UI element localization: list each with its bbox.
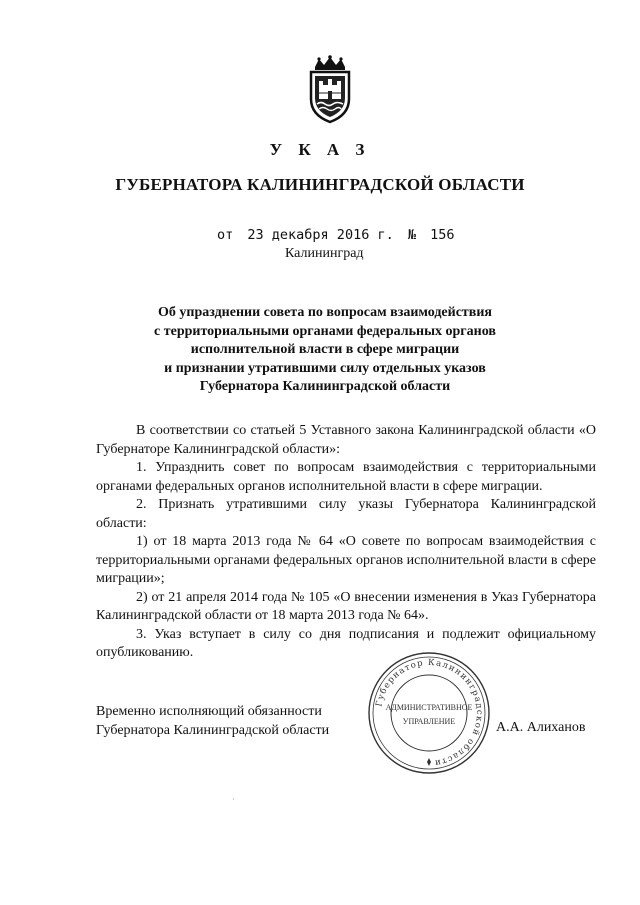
body-paragraph: 2) от 21 апреля 2014 года № 105 «О внесении изменения в Указ Губернатора Калининградской области от 18 марта 2013 года № 64».: [96, 589, 596, 623]
subject-line: Об упразднении совета по вопросам взаимодействия: [157, 305, 493, 320]
subject-line: Губернатора Калининградской области: [199, 379, 451, 394]
document-body: [96, 422, 596, 663]
star-icon: [427, 758, 431, 766]
place-of-issue: Калининград: [285, 246, 364, 261]
body-paragraph: 1) от 18 марта 2013 года № 64 «О совете по вопросам взаимодействия с территориальными органами федеральных органов исполнительной власти в сфере миграции»;: [96, 534, 596, 586]
document-subject: [100, 304, 550, 397]
coat-of-arms-emblem: [299, 55, 361, 125]
official-stamp: [366, 650, 492, 776]
body-paragraph: В соответствии со статьей 5 Уставного закона Калининградской области «О Губернаторе Калининградской области»:: [96, 423, 596, 457]
signatory-position: [96, 703, 329, 740]
position-line: Губернатора Калининградской области: [96, 722, 330, 738]
issuer-title: ГУБЕРНАТОРА КАЛИНИНГРАДСКОЙ ОБЛАСТИ: [115, 175, 525, 194]
stamp-center-line: АДМИНИСТРАТИВНОЕ: [385, 703, 473, 712]
document-number: 156: [430, 227, 455, 243]
signatory-name: А.А. Алиханов: [496, 720, 586, 735]
stamp-center-line: УПРАВЛЕНИЕ: [402, 717, 456, 726]
number-sign: №: [407, 227, 416, 243]
body-paragraph: 2. Признать утратившими силу указы Губернатора Калининградской области:: [96, 497, 596, 531]
document-date: 23 декабря 2016 г.: [247, 227, 394, 243]
subject-line: и признании утратившими силу отдельных указов: [164, 360, 486, 376]
document-type-title: У К А З: [269, 140, 371, 159]
date-line: [217, 227, 461, 243]
stamp-ring-text: Губернатор Калининградской области: [374, 657, 485, 768]
scan-speck: ·: [232, 795, 235, 804]
date-prefix: от: [217, 227, 234, 243]
subject-line: исполнительной власти в сфере миграции: [190, 342, 460, 357]
body-paragraph: 3. Указ вступает в силу со дня подписания и подлежит официальному опубликованию.: [96, 626, 596, 660]
position-line: Временно исполняющий обязанности: [96, 704, 322, 719]
subject-line: с территориальными органами федеральных органов: [154, 323, 496, 339]
body-paragraph: 1. Упразднить совет по вопросам взаимодействия с территориальными органами федеральных органов исполнительной власти в сфере миграции.: [96, 460, 596, 494]
